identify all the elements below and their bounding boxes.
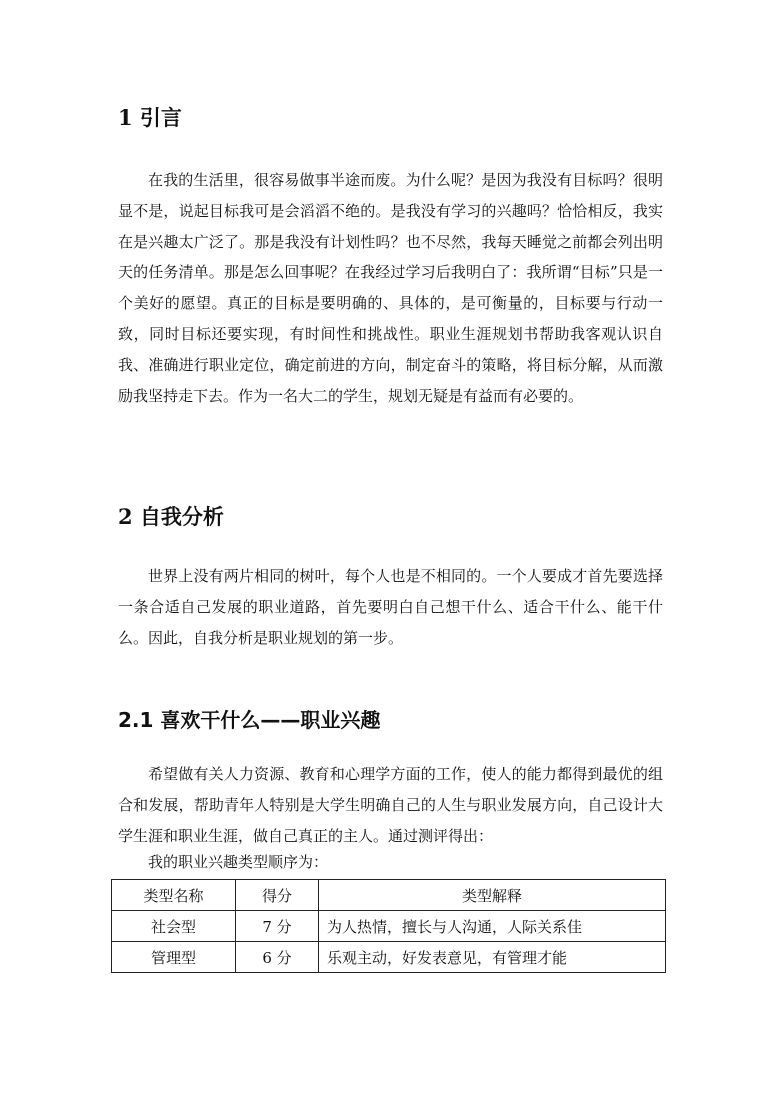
table-cell: 乐观主动，好发表意见，有管理才能 [319, 942, 666, 973]
table-header-row [112, 880, 666, 911]
table-cell: 7 分 [236, 911, 319, 942]
subsection-heading-interest: 2.1 喜欢干什么——职业兴趣 [118, 708, 381, 732]
intro-paragraph: 在我的生活里，很容易做事半途而废。为什么呢？是因为我没有目标吗？很明显不是，说起目标我可是会滔滔不绝的。是我没有学习的兴趣吗？恰恰相反，我实在是兴趣太广泛了。那是我没有计划性吗？也不尽然，我每天睡觉之前都会列出明天的任务清单。那是怎么回事呢？在我经过学习后我明白了：我所谓“目标”只是一个美好的愿望。真正的目标是要明确的、具体的，是可衡量的，目标要与行动一致，同时目标还要实现，有时间性和挑战性。职业生涯规划书帮助我客观认识自我、准确进行职业定位，确定前进的方向，制定奋斗的策略，将目标分解，从而激励我坚持走下去。作为一名大二的学生，规划无疑是有益而有必要的。 [118, 171, 663, 405]
section-heading-intro: 1 引言 [118, 105, 182, 130]
table-caption: 我的职业兴趣类型顺序为： [148, 853, 329, 871]
table-cell: 6 分 [236, 942, 319, 973]
self-analysis-paragraph: 世界上没有两片相同的树叶，每个人也是不相同的。一个人要成才首先要选择一条合适自己发展的职业道路，首先要明白自己想干什么、适合干什么、能干什么。因此，自我分析是职业规划的第一步。 [118, 567, 663, 647]
table-cell: 为人热情，擅长与人沟通，人际关系佳 [319, 911, 666, 942]
interest-table [111, 879, 666, 973]
table-cell: 管理型 [112, 942, 236, 973]
table-row [112, 942, 666, 973]
table-header-cell: 类型解释 [319, 880, 666, 911]
section-heading-self-analysis: 2 自我分析 [118, 504, 224, 529]
table-row [112, 911, 666, 942]
interest-paragraph: 希望做有关人力资源、教育和心理学方面的工作，使人的能力都得到最优的组合和发展，帮助青年人特别是大学生明确自己的人生与职业发展方向，自己设计大学生涯和职业生涯，做自己真正的主人。通过测评得出： [118, 765, 663, 845]
table-header-cell: 类型名称 [112, 880, 236, 911]
table-header-cell: 得分 [236, 880, 319, 911]
table-cell: 社会型 [112, 911, 236, 942]
